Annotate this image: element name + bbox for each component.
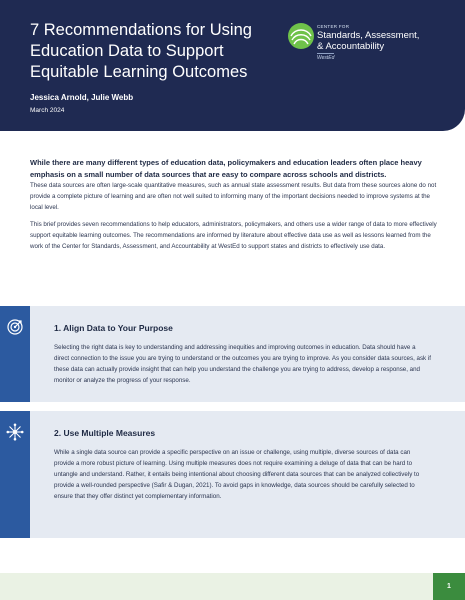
section-tab <box>0 306 30 402</box>
globe-logo-icon <box>287 22 315 50</box>
network-icon <box>6 423 24 441</box>
recommendation-1 <box>0 306 465 402</box>
page-number: 1 <box>433 573 465 600</box>
logo-line-1: Standards, Assessment, <box>317 30 420 41</box>
intro-paragraph-1: These data sources are often large-scale quantitative measures, such as annual state assessment results. But data from these sources alone do not provide a complete picture of learning and are often not well suited to informing many of the important decisions needed to improve systems at the local level. <box>30 182 437 211</box>
recommendation-1-body: Selecting the right data is key to understanding and addressing inequities and improving outcomes in education. Data should have a direct connection to the issue you are trying to understand or the outcomes you are trying to improve. As you consider data sources, ask if these data can actually provide insight that can help you understand the challenge you are trying to address, develop a response, and monitor or analyze the progress of your response. <box>54 344 431 384</box>
recommendation-1-heading: 1. Align Data to Your Purpose <box>54 323 173 333</box>
logo-wested: WestEd <box>317 55 335 61</box>
intro <box>30 157 440 252</box>
target-icon <box>6 318 24 336</box>
section-tab <box>0 411 30 538</box>
publication-date: March 2024 <box>30 107 65 114</box>
footer-band <box>0 573 465 600</box>
document-title: 7 Recommendations for Using Education Data to Support Equitable Learning Outcomes <box>30 21 252 81</box>
authors: Jessica Arnold, Julie Webb <box>30 93 134 102</box>
csaa-logo <box>287 22 447 64</box>
recommendation-2-heading: 2. Use Multiple Measures <box>54 428 156 438</box>
logo-kicker: CENTER FOR <box>317 24 350 29</box>
logo-line-2: & Accountability <box>317 41 385 52</box>
recommendation-2-body: While a single data source can provide a specific perspective on an issue or challenge, using multiple, diverse sources of data can provide a more robust picture of learning. Using multiple measures does not require examining a deluge of data that can be hard to untangle and understand. Rather, it entails being intentional about choosing different data sources that can be analyzed collectively to provide a well-rounded perspective (Safir & Dugan, 2021). To avoid gaps in knowledge, data sources should be carefully selected to ensure that they offer distinct yet complementary information. <box>54 449 420 500</box>
recommendation-2 <box>0 411 465 538</box>
intro-lead: While there are many different types of education data, policymakers and education leaders often place heavy emphasis on a small number of data sources that are easy to compare across schools and districts. <box>30 158 422 179</box>
intro-paragraph-2: This brief provides seven recommendations to help educators, administrators, policymakers, and others use a wider range of data to more effectively support equitable learning outcomes. The recommendations are informed by literature about effective data use as well as lessons learned from the work of the Center for Standards, Assessment, and Accountability at WestEd to support states and districts to effectively use data. <box>30 221 437 250</box>
header-banner <box>0 0 465 131</box>
